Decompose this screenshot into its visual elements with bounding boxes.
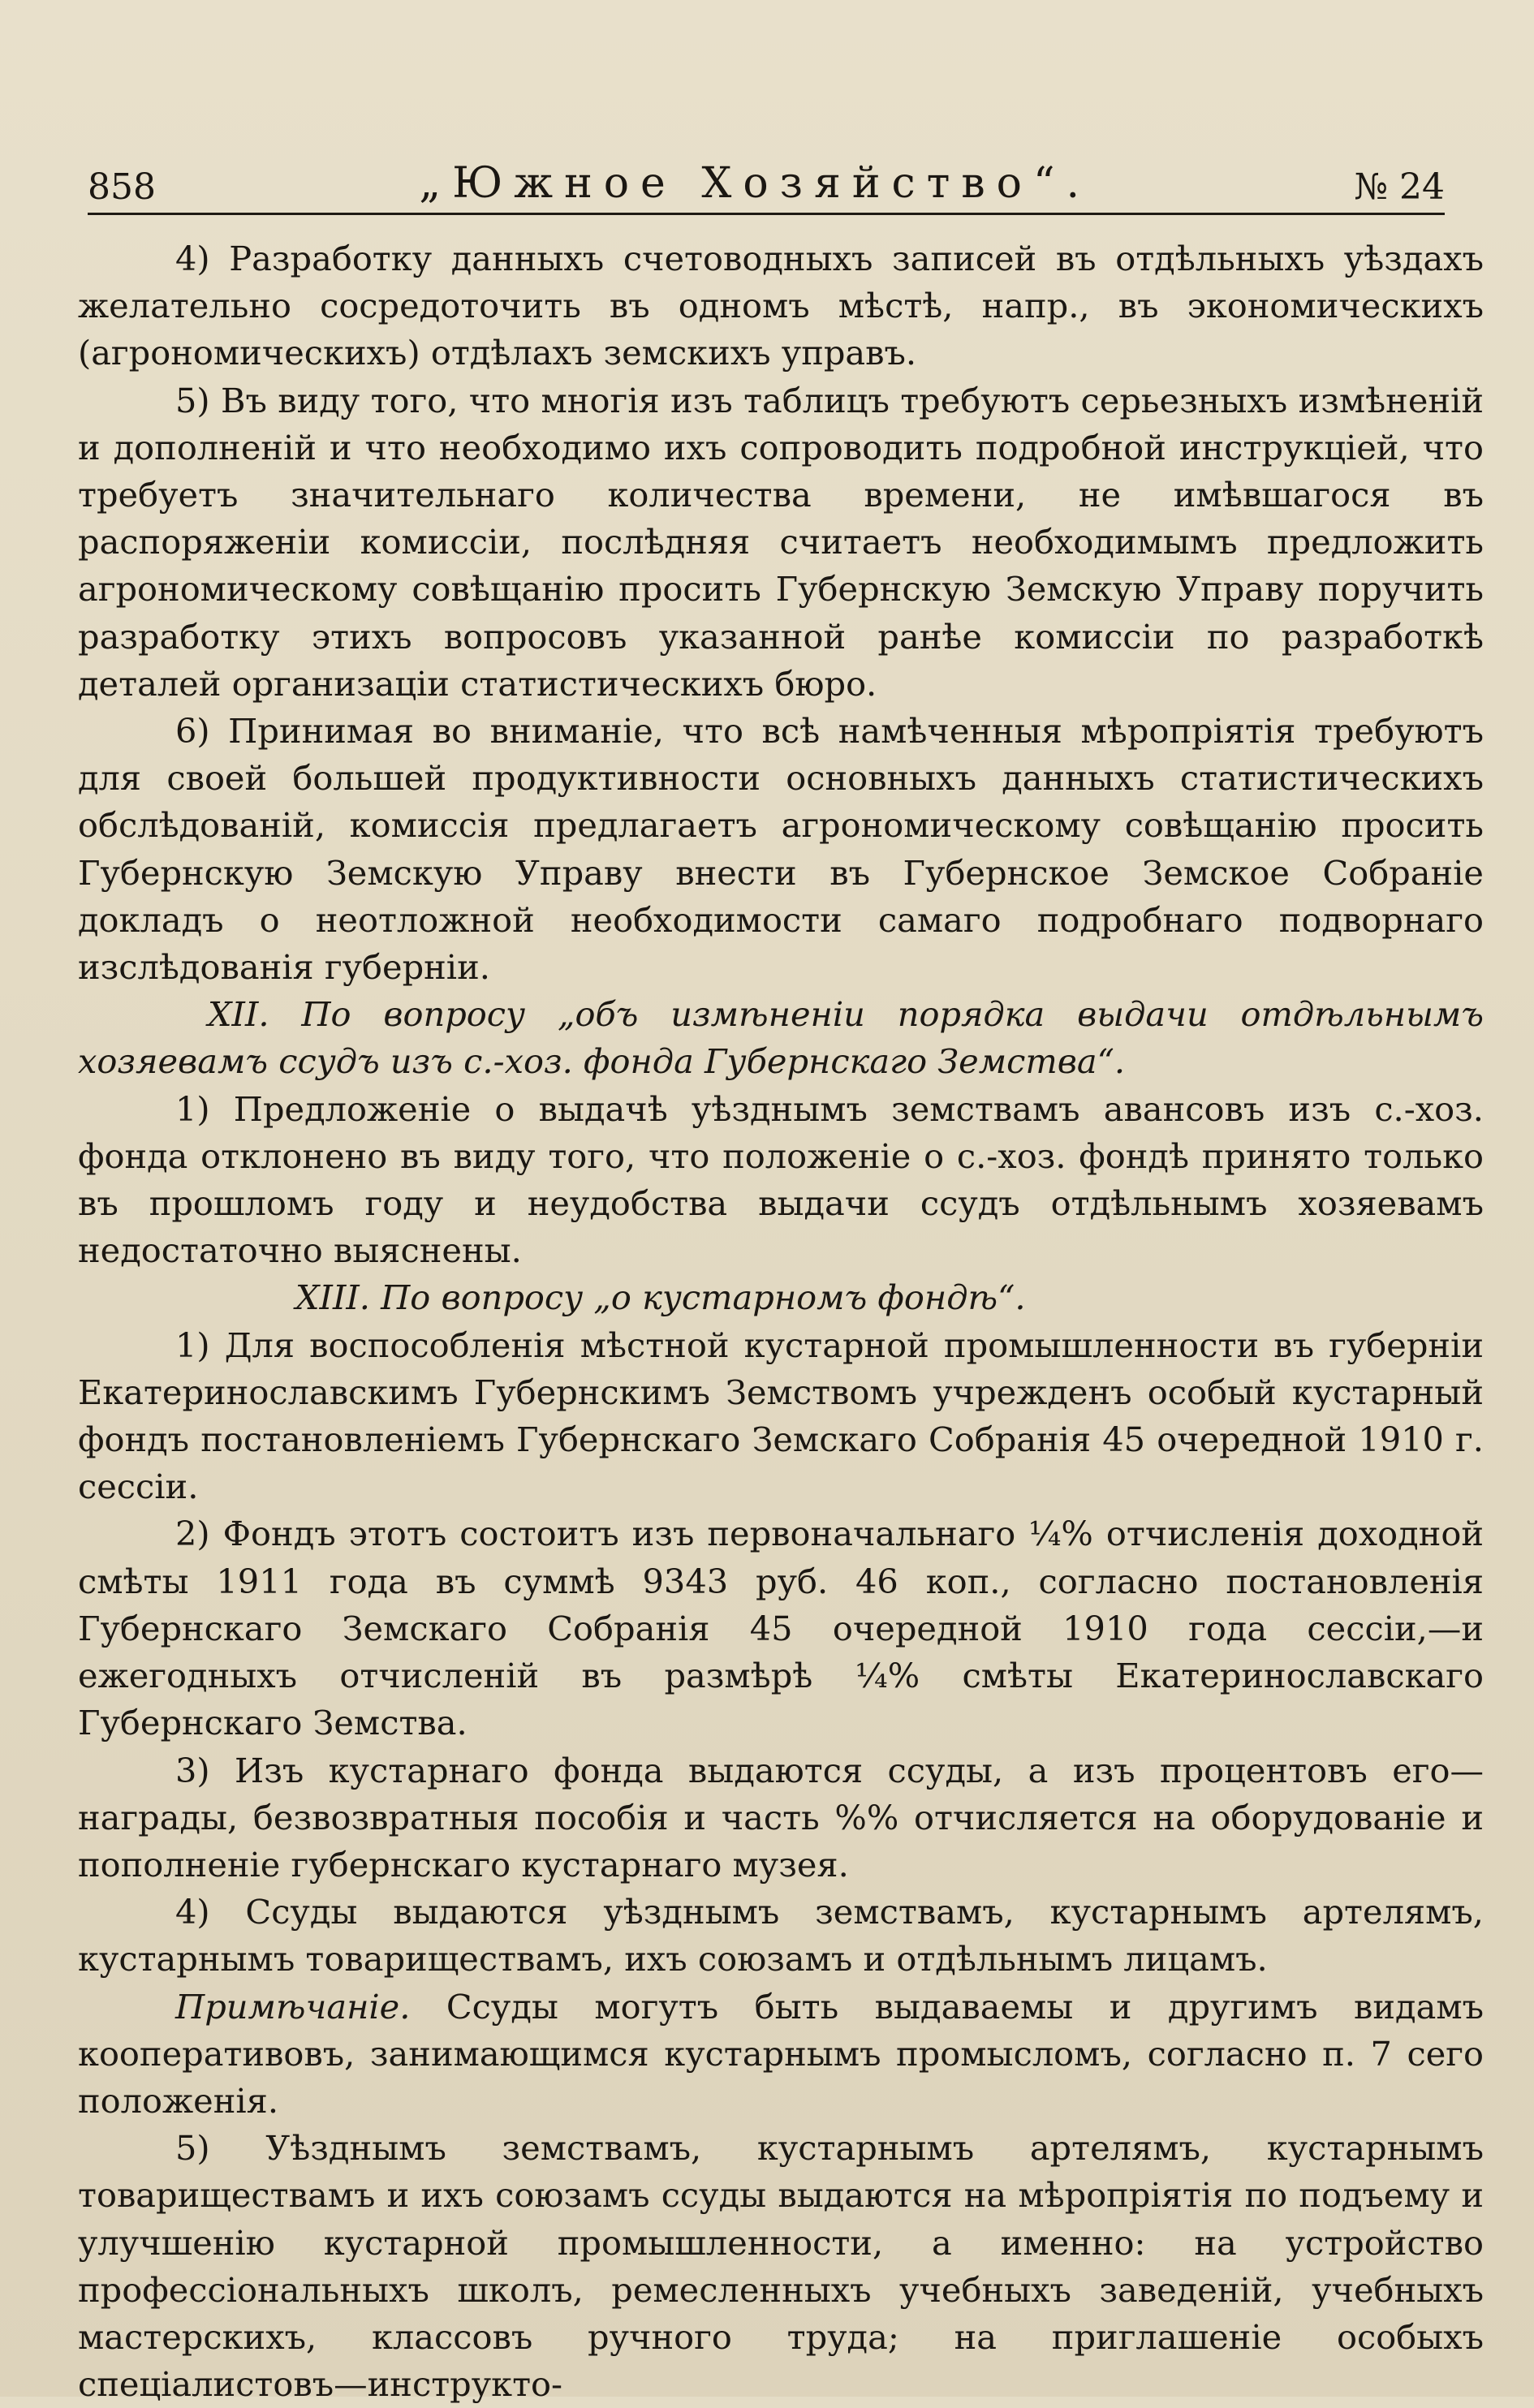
section-xiii-paragraph-4: 4) Ссуды выдаются уѣзднымъ земствамъ, кустарнымъ артелямъ, кустарнымъ товариществамъ, ихъ союзамъ и отдѣльнымъ лицамъ. [78, 1892, 1484, 1979]
journal-title: „Южное Хозяйство“. [419, 159, 1092, 208]
issue-number: № 24 [1354, 166, 1445, 208]
section-xiii-paragraph-3: 3) Изъ кустарнаго фонда выдаются ссуды, а изъ процентовъ его—награды, безвозвратныя пособія и часть %% отчисляется на оборудованіе и пополненіе губернскаго кустарнаго музея. [78, 1750, 1484, 1885]
section-heading-xiii: XIII. По вопросу „о кустарномъ фондѣ“. [295, 1277, 1026, 1318]
section-xiii-paragraph-2: 2) Фондъ этотъ состоитъ изъ первоначальнаго ¼% отчисленія доходной смѣты 1911 года въ суммѣ 9343 руб. 46 коп., согласно постановленія Губернскаго Земскаго Собранія 45 очередной 1910 года сессіи,—и ежегодныхъ отчисленій въ размѣрѣ ¼% смѣты Екатеринославскаго Губернскаго Земства. [78, 1514, 1484, 1743]
page-header [88, 144, 1445, 215]
paragraph-6: 6) Принимая во вниманіе, что всѣ намѣченныя мѣропріятія требуютъ для своей большей продуктивности основныхъ данныхъ статистическихъ обслѣдованій, комиссія предлагаетъ агрономическому совѣщанію просить Губернскую Земскую Управу внести въ Губернское Земское Собраніе докладъ о неотложной необходимости самаго подробнаго подворнаго изслѣдованія губерніи. [78, 711, 1484, 988]
paragraph-5: 5) Въ виду того, что многія изъ таблицъ требуютъ серьезныхъ измѣненій и дополненій и что необходимо ихъ сопроводить подробной инструкціей, что требуетъ значительнаго количества времени, не имѣвшагося въ распоряженіи комиссіи, послѣдняя считаетъ необходимымъ предложить агрономическому совѣщанію просить Губернскую Земскую Управу поручить разработку этихъ вопросовъ указанной ранѣе комиссіи по разработкѣ деталей организаціи статистическихъ бюро. [78, 380, 1484, 704]
note-text: Ссуды могутъ быть выдаваемы и другимъ видамъ кооперативовъ, занимающимся кустарнымъ промысломъ, согласно п. 7 сего положенія. [78, 1986, 1484, 2121]
section-xiii-paragraph-1: 1) Для воспособленія мѣстной кустарной промышленности въ губерніи Екатеринославскимъ Губернскимъ Земствомъ учрежденъ особый кустарный фондъ постановленіемъ Губернскаго Земскаго Собранія 45 очередной 1910 г. сессіи. [78, 1325, 1484, 1507]
article-body [78, 235, 1484, 2408]
note-label: Примѣчаніе. [175, 1986, 411, 2027]
section-xiii-paragraph-5: 5) Уѣзднымъ земствамъ, кустарнымъ артелямъ, кустарнымъ товариществамъ и ихъ союзамъ ссуды выдаются на мѣропріятія по подъему и улучшенію кустарной промышленности, а именно: на устройство профессіональныхъ школъ, ремесленныхъ учебныхъ заведеній, учебныхъ мастерскихъ, классовъ ручного труда; на приглашеніе особыхъ спеціалистовъ—инструкто- [78, 2128, 1484, 2405]
section-xii-paragraph-1: 1) Предложеніе о выдачѣ уѣзднымъ земствамъ авансовъ изъ с.-хоз. фонда отклонено въ виду того, что положеніе о с.-хоз. фондѣ принято только въ прошломъ году и неудобства выдачи ссудъ отдѣльнымъ хозяевамъ недостаточно выяснены. [78, 1088, 1484, 1271]
paragraph-4: 4) Разработку данныхъ счетоводныхъ записей въ отдѣльныхъ уѣздахъ желательно сосредоточить въ одномъ мѣстѣ, напр., въ экономическихъ (агрономическихъ) отдѣлахъ земскихъ управъ. [78, 239, 1484, 373]
section-heading-xii: XII. По вопросу „объ измѣненіи порядка выдачи отдѣльнымъ хозяевамъ ссудъ изъ с.-хоз. фонда Губернскаго Земства“. [78, 994, 1484, 1082]
page-number: 858 [88, 166, 156, 208]
note-paragraph [78, 1984, 1484, 2126]
